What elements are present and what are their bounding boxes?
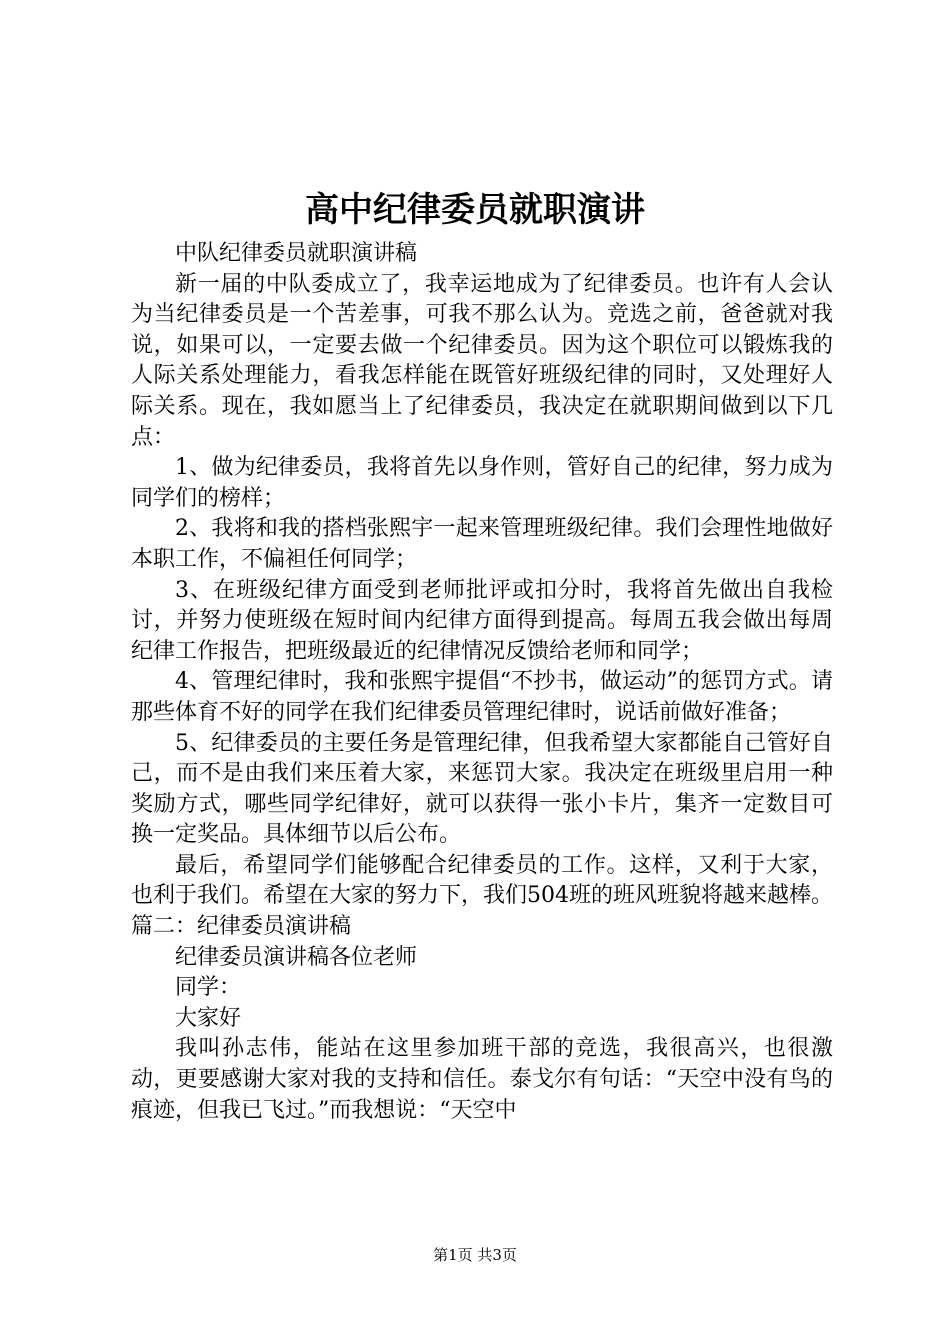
paragraph: 同学： — [175, 975, 242, 1001]
paragraph: 最后，希望同学们能够配合纪律委员的工作。这样，又利于大家，也利于我们。希望在大家的努力下，我们504班的班风班貌将越来越棒。篇二：纪律委员演讲稿 — [131, 852, 833, 940]
paragraph: 2、我将和我的搭档张熙宇一起来管理班级纪律。我们会理性地做好本职工作，不偏袒任何同学； — [131, 516, 833, 572]
paragraph: 新一届的中队委成立了，我幸运地成为了纪律委员。也许有人会认为当纪律委员是一个苦差事，可我不那么认为。竞选之前，爸爸就对我说，如果可以，一定要去做一个纪律委员。因为这个职位可以锻炼我的人际关系处理能力，看我怎样能在既管好班级纪律的同时，又处理好人际关系。现在，我如愿当上了纪律委员，我决定在就职期间做到以下几点： — [131, 271, 833, 450]
paragraph: 3、在班级纪律方面受到老师批评或扣分时，我将首先做出自我检讨，并努力使班级在短时间内纪律方面得到提高。每周五我会做出每周纪律工作报告，把班级最近的纪律情况反馈给老师和同学； — [131, 577, 833, 664]
paragraph: 1、做为纪律委员，我将首先以身作则，管好自己的纪律，努力成为同学们的榜样； — [131, 455, 833, 511]
page-footer: 第1页 共3页 — [433, 1246, 517, 1264]
paragraph: 我叫孙志伟，能站在这里参加班干部的竞选，我很高兴，也很激动，更要感谢大家对我的支持和信任。泰戈尔有句话：“天空中没有鸟的痕迹，但我已飞过。”而我想说：“天空中 — [131, 1036, 833, 1123]
paragraph: 中队纪律委员就职演讲稿 — [175, 241, 418, 266]
document-title: 高中纪律委员就职演讲 — [305, 190, 645, 230]
paragraph: 5、纪律委员的主要任务是管理纪律，但我希望大家都能自己管好自己，而不是由我们来压着大家，来惩罚大家。我决定在班级里启用一种奖励方式，哪些同学纪律好，就可以获得一张小卡片，集齐一定数目可换一定奖品。具体细节以后公布。 — [131, 730, 833, 848]
document-body — [131, 239, 833, 1126]
paragraph: 4、管理纪律时，我和张熙宇提倡“不抄书，做运动”的惩罚方式。请那些体育不好的同学在我们纪律委员管理纪律时，说话前做好准备； — [131, 669, 833, 725]
paragraph: 纪律委员演讲稿各位老师 — [175, 944, 418, 970]
paragraph: 大家好 — [175, 1005, 242, 1031]
